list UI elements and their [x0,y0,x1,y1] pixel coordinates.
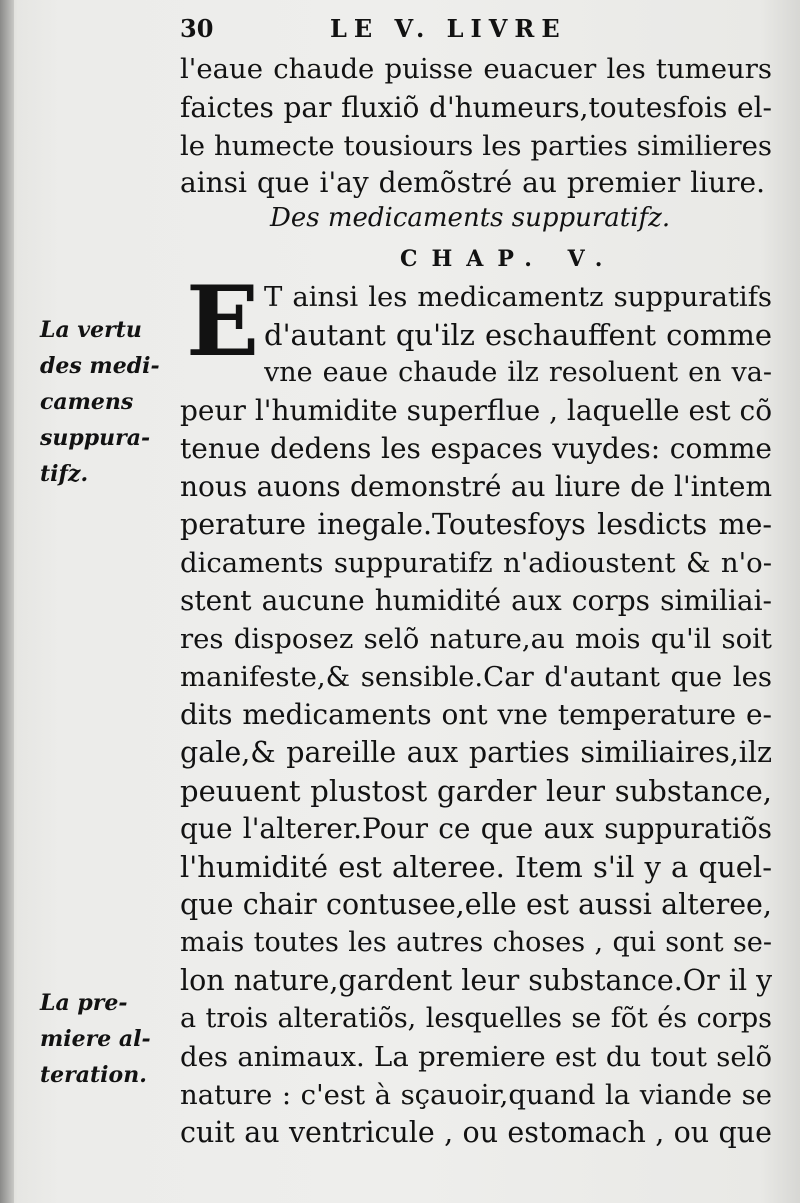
text-line: que chair contusee,elle est aussi alteree, [180,888,772,921]
section-title: Des medicaments suppuratifz. [270,203,671,233]
text-line: stent aucune humidité aux corps similiai- [180,584,772,617]
text-line: des animaux. La premiere est du tout selõ [180,1041,772,1073]
text-line: a trois alteratiõs, lesquelles se fõt és corps [180,1003,772,1034]
running-head: LE V. LIVRE [330,14,567,43]
text-line: cuit au ventricule , ou estomach , ou que [180,1116,772,1149]
text-line: lon nature,gardent leur substance.Or il y [180,964,772,997]
text-line: dicaments suppuratifz n'adioustent & n'o- [180,547,772,579]
text-line: perature inegale.Toutesfoys lesdicts me- [180,508,772,541]
text-line: T ainsi les medicamentz suppuratifs [264,281,772,313]
text-line: que l'alterer.Pour ce que aux suppuratiõs [180,812,772,845]
text-line: ainsi que i'ay demõstré au premier liure. [180,166,765,199]
margin-note-premiere-alteration: La pre- miere al- teration. [40,990,151,1088]
gutter-shadow [0,0,14,1203]
text-line: le humecte tousiours les parties similieres [180,130,772,162]
text-line: vne eaue chaude ilz resoluent en va- [264,357,772,388]
text-line: nature : c'est à sçauoir,quand la viande se [180,1079,772,1111]
text-line: l'humidité est alteree. Item s'il y a quel- [180,850,772,884]
text-line: faictes par fluxiõ d'humeurs,toutesfois el- [180,91,772,124]
text-line: res disposez selõ nature,au mois qu'il soit [180,623,772,655]
text-line: l'eaue chaude puisse euacuer les tumeurs [180,53,772,85]
text-line: manifeste,& sensible.Car d'autant que les [180,661,772,693]
text-line: peuuent plustost garder leur substance, [180,774,772,808]
text-line: gale,& pareille aux parties similiaires,ilz [180,736,772,769]
page-number: 30 [180,14,214,43]
text-line: nous auons demonstré au liure de l'intem [180,470,772,503]
margin-note-vertu: La vertu des medi- camens suppura- tifz. [40,317,160,487]
text-line: tenue dedens les espaces vuydes: comme [180,432,772,465]
page-header [180,14,620,48]
text-line: peur l'humidite superflue , laquelle est cõ [180,394,772,427]
text-line: dits medicaments ont vne temperature e- [180,698,772,731]
chapter-heading: CHAP. V. [400,246,617,272]
text-line: d'autant qu'ilz eschauffent comme [264,318,772,352]
drop-cap: E [186,265,260,378]
text-line: mais toutes les autres choses , qui sont se- [180,927,772,958]
